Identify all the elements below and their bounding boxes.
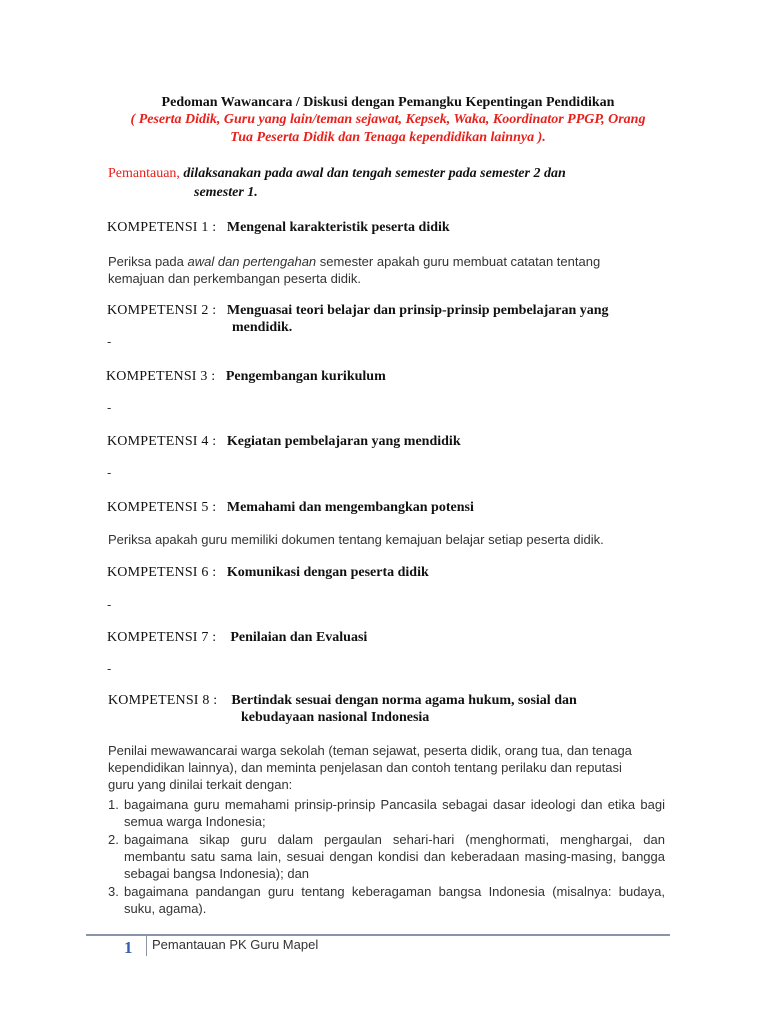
competency-5-heading [107, 499, 669, 516]
competency-code: KOMPETENSI 5 : [107, 500, 217, 515]
list-number: 3. [108, 884, 119, 899]
intro-line-2: kependidikan lainnya), dan meminta penjelasan dan contoh tentang perilaku dan reputasi [108, 760, 622, 775]
list-text: bagaimana guru memahami prinsip-prinsip Pancasila sebagai dasar ideologi dan etika bagi semua warga Indonesia; [124, 797, 665, 829]
document-title: Pedoman Wawancara / Diskusi dengan Pemangku Kepentingan Pendidikan [161, 95, 615, 110]
competency-3-heading [106, 368, 668, 385]
subtitle-line-1: ( Peserta Didik, Guru yang lain/teman sejawat, Kepsek, Waka, Koordinator PPGP, Orang [130, 112, 646, 127]
competency-code: KOMPETENSI 6 : [107, 565, 217, 580]
competency-code: KOMPETENSI 3 : [106, 369, 216, 384]
footer-text: Pemantauan PK Guru Mapel [152, 937, 319, 952]
competency-6-placeholder: - [107, 597, 112, 612]
subtitle-line-2: Tua Peserta Didik dan Tenaga kependidikan lainnya ). [230, 130, 546, 145]
competency-2-heading [107, 302, 669, 336]
competency-title: Pengembangan kurikulum [225, 369, 386, 384]
competency-8-list [108, 796, 665, 918]
list-item [108, 796, 665, 830]
note-text-line-2: kemajuan dan perkembangan peserta didik. [108, 271, 361, 286]
competency-code: KOMPETENSI 7 : [107, 630, 217, 645]
competency-title: Mengenal karakteristik peserta didik [226, 220, 450, 235]
page-number: 1 [124, 938, 133, 957]
list-text: bagaimana sikap guru dalam pergaulan sehari-hari (menghormati, menghargai, dan membantu satu sama lain, sesuai dengan kondisi dan keberadaan masing-masing, bangga sebagai bangsa Indonesia); dan [124, 832, 665, 881]
monitoring-text-1: dilaksanakan pada awal dan tengah semester pada semester 2 dan [179, 166, 566, 181]
competency-title: Penilaian dan Evaluasi [230, 630, 368, 645]
competency-6-heading [107, 564, 669, 581]
list-item [108, 831, 665, 882]
competency-title: Komunikasi dengan peserta didik [226, 565, 429, 580]
note-italic-text: awal dan pertengahan [187, 254, 317, 269]
footer-divider [86, 934, 670, 936]
competency-7-heading [107, 629, 669, 646]
competency-code: KOMPETENSI 4 : [107, 434, 217, 449]
competency-code: KOMPETENSI 8 : [108, 693, 218, 708]
note-text: Periksa pada [108, 254, 188, 269]
competency-title: Memahami dan mengembangkan potensi [226, 500, 474, 515]
intro-line-3: guru yang dinilai terkait dengan: [108, 777, 293, 792]
list-item [108, 883, 665, 917]
footer-separator [146, 934, 147, 956]
competency-3-placeholder: - [107, 400, 112, 415]
monitoring-label: Pemantauan, [108, 166, 180, 181]
competency-8-intro [108, 742, 665, 793]
competency-4-placeholder: - [107, 465, 112, 480]
list-number: 2. [108, 832, 119, 847]
competency-title: Bertindak sesuai dengan norma agama hukum, sosial dan [231, 693, 577, 708]
list-text: bagaimana pandangan guru tentang keberagaman bangsa Indonesia (misalnya: budaya, suku, agama). [124, 884, 665, 916]
competency-code: KOMPETENSI 2 : [107, 303, 217, 318]
competency-2-placeholder: - [107, 334, 112, 349]
competency-5-note: Periksa apakah guru memiliki dokumen tentang kemajuan belajar setiap peserta didik. [108, 532, 604, 547]
monitoring-note [108, 164, 668, 202]
competency-1-note [108, 253, 665, 287]
competency-code: KOMPETENSI 1 : [107, 220, 217, 235]
intro-line-1: Penilai mewawancarai warga sekolah (teman sejawat, peserta didik, orang tua, dan tenaga [108, 743, 632, 758]
competency-title: Kegiatan pembelajaran yang mendidik [226, 434, 461, 449]
monitoring-text-2: semester 1. [194, 185, 258, 200]
competency-title-cont: mendidik. [232, 320, 293, 335]
competency-8-heading [108, 692, 670, 726]
competency-title-cont: kebudayaan nasional Indonesia [241, 710, 430, 725]
competency-1-heading [107, 219, 669, 236]
note-text-cont: semester apakah guru membuat catatan tentang [316, 254, 601, 269]
competency-title: Menguasai teori belajar dan prinsip-prinsip pembelajaran yang [226, 303, 609, 318]
list-number: 1. [108, 797, 119, 812]
document-subtitle [108, 111, 668, 147]
competency-7-placeholder: - [107, 661, 112, 676]
competency-4-heading [107, 433, 669, 450]
